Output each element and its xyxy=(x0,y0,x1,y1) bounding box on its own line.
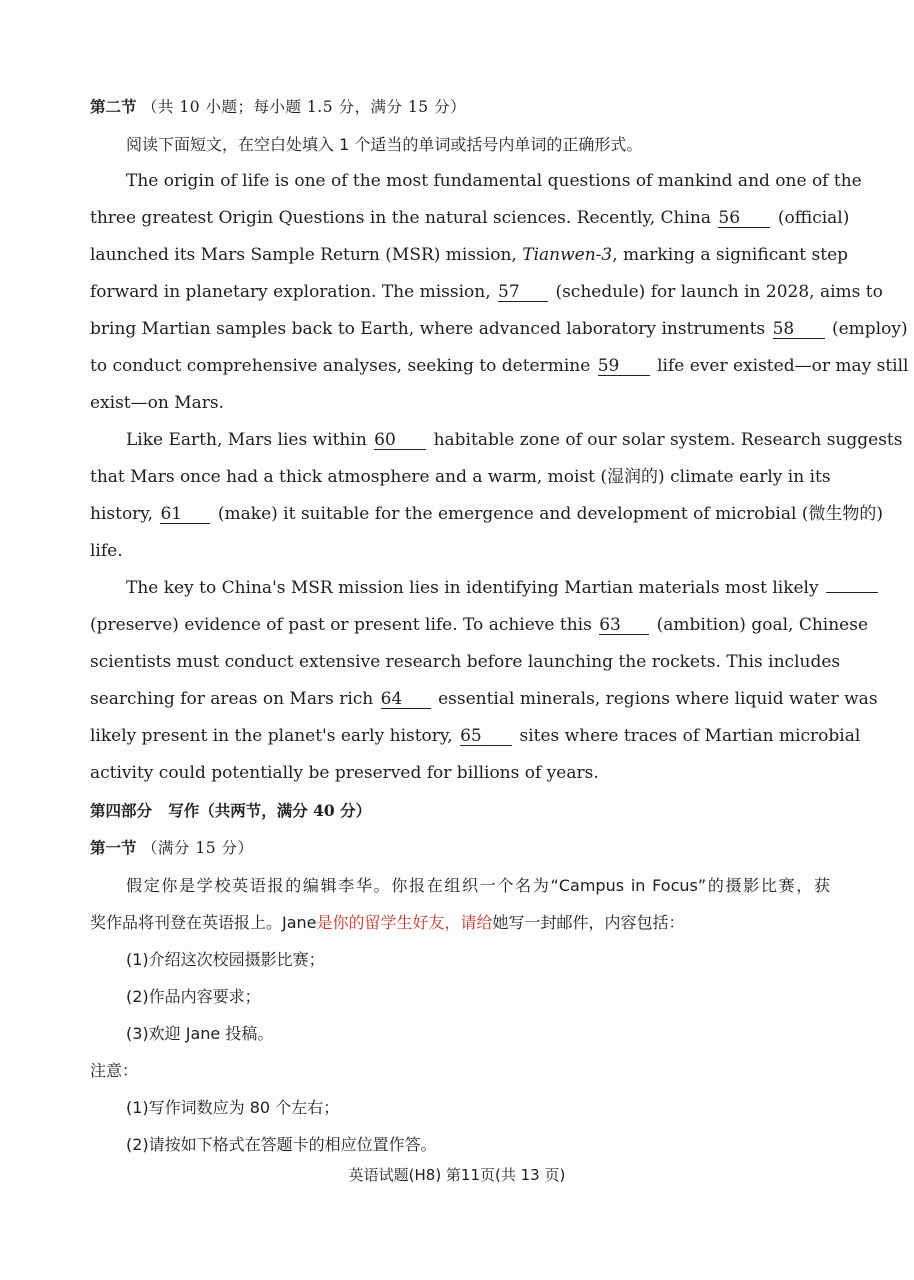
part4-title: 第四部分 xyxy=(90,801,153,820)
p1-line3: launched its Mars Sample Return (MSR) mission, Tianwen-3, marking a significant step xyxy=(90,245,849,265)
task-item-3: (3)欢迎 Jane 投稿。 xyxy=(126,1024,274,1043)
p1-line7: exist—on Mars. xyxy=(90,393,225,413)
p3-line6: activity could potentially be preserved for billions of years. xyxy=(90,763,599,783)
p3-line3: scientists must conduct extensive research before launching the rockets. This includes xyxy=(90,652,841,672)
p2-line4: life. xyxy=(90,541,123,561)
task-line1: 假定你是学校英语报的编辑李华。你报在组织一个名为“Campus in Focus”的摄影比赛，获 xyxy=(126,876,830,895)
task-item-1: (1)介绍这次校园摄影比赛； xyxy=(126,950,325,969)
section2-note: （共 10 小题；每小题 1.5 分，满分 15 分） xyxy=(141,98,467,116)
mission-name: Tianwen-3 xyxy=(522,245,613,265)
p3-line1: The key to China's MSR mission lies in identifying Martian materials most likely xyxy=(90,570,830,607)
section2-instruction: 阅读下面短文，在空白处填入 1 个适当的单词或括号内单词的正确形式。 xyxy=(126,135,643,154)
p1-line4: forward in planetary exploration. The mission, 57 (schedule) for launch in 2028, aims to xyxy=(90,282,883,302)
exam-page xyxy=(90,88,909,1163)
p3-line2: (preserve) evidence of past or present life. To achieve this 63 (ambition) goal, Chinese xyxy=(90,615,869,635)
blank-63[interactable]: 63 xyxy=(599,616,649,635)
notice-label: 注意： xyxy=(90,1061,139,1080)
task-item-2: (2)作品内容要求； xyxy=(126,987,261,1006)
blank-60[interactable]: 60 xyxy=(374,431,426,450)
part4-sec1-note: （满分 15 分） xyxy=(141,839,254,857)
p2-line2: that Mars once had a thick atmosphere and a warm, moist (湿润的) climate early in its xyxy=(90,467,831,487)
p2-line3: history, 61 (make) it suitable for the emergence and development of microbial (微生物的) xyxy=(90,504,884,524)
blank-57[interactable]: 57 xyxy=(498,283,548,302)
p1-line2: three greatest Origin Questions in the natural sciences. Recently, China 56 (official) xyxy=(90,208,850,228)
p1-line5: bring Martian samples back to Earth, where advanced laboratory instruments 58 (employ) xyxy=(90,319,908,339)
blank-58[interactable]: 58 xyxy=(773,320,825,339)
blank-64[interactable]: 64 xyxy=(381,690,431,709)
blank-62[interactable] xyxy=(826,592,878,593)
p1-line1: The origin of life is one of the most fundamental questions of mankind and one of the xyxy=(126,171,862,191)
blank-56[interactable]: 56 xyxy=(718,209,770,228)
section2-header xyxy=(90,88,830,126)
section2-title: 第二节 xyxy=(90,97,137,116)
blank-59[interactable]: 59 xyxy=(598,357,650,376)
part4-sec1-header xyxy=(90,829,830,867)
blank-61[interactable]: 61 xyxy=(160,505,210,524)
p2-line1: Like Earth, Mars lies within 60 habitable zone of our solar system. Research suggests xyxy=(126,430,903,450)
part4-header xyxy=(90,792,830,829)
blank-65[interactable]: 65 xyxy=(460,727,512,746)
notice-2: (2)请按如下格式在答题卡的相应位置作答。 xyxy=(126,1135,437,1154)
notice-1: (1)写作词数应为 80 个左右； xyxy=(126,1098,340,1117)
task-line2: 奖作品将刊登在英语报上。Jane是你的留学生好友，请给她写一封邮件，内容包括： xyxy=(90,913,685,932)
handwritten-mark: 是你的留学生好友，请给 xyxy=(316,913,493,932)
part4-sec1-title: 第一节 xyxy=(90,838,137,857)
p3-line5: likely present in the planet's early history, 65 sites where traces of Martian microbial xyxy=(90,726,861,746)
p3-line4: searching for areas on Mars rich 64 essential minerals, regions where liquid water was xyxy=(90,689,878,709)
p1-line6: to conduct comprehensive analyses, seeking to determine 59 life ever existed—or may still xyxy=(90,356,909,376)
part4-subtitle: 写作（共两节，满分 40 分） xyxy=(168,801,372,820)
page-footer: 英语试题(H8) 第11页(共 13 页) xyxy=(348,1166,566,1184)
